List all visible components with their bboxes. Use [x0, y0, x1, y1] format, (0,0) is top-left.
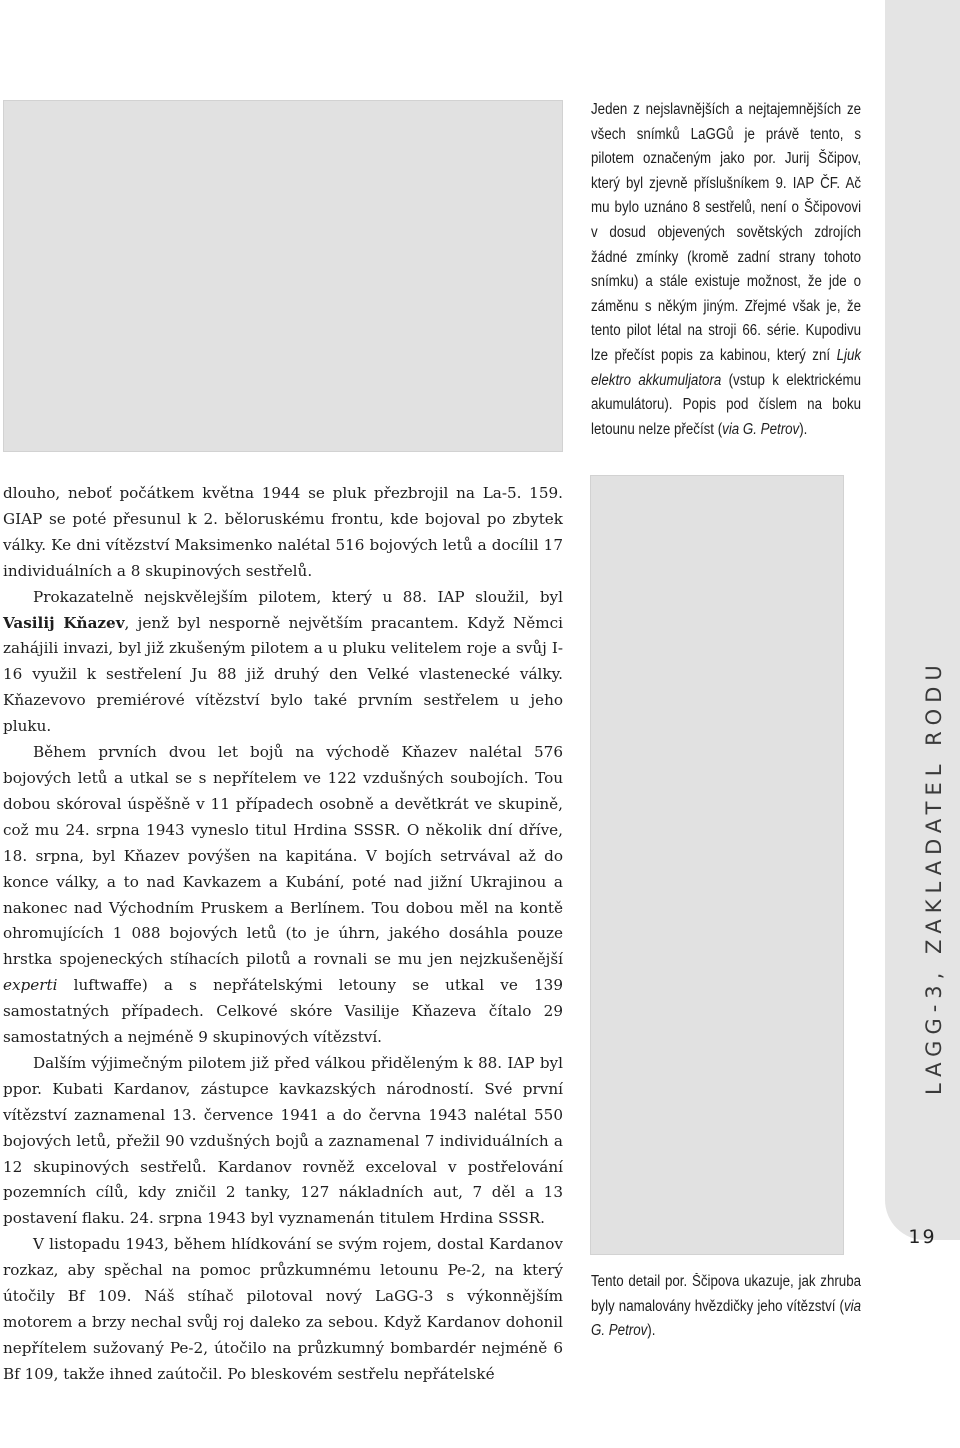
paragraph: Během prvních dvou let bojů na východě Kňazev nalétal 576 bojových letů a utkal se s nepřítelem ve 122 vzdušných soubojích. Tou dobou skóroval úspěšně v 11 případech osobně a devětkrát ve skupině, což mu 24. srpna 1943 vyneslo titul Hrdina SSSR. O několik dní dříve, 18. srpna, byl Kňazev povýšen na kapitána. V bojích setrvával až do konce války, a to nad Kavkazem a Kubání, poté nad jižní Ukrajinou a nakonec nad Východním Pruskem a Berlínem. Tou dobou měl na kontě ohromujících 1 088 bojových letů (to je úhrn, jakého dosáhla pouze hrstka spojeneckých stíhacích pilotů a rovnali se mu jen nejzkušenější experti luftwaffe) a s nepřátelskými letouny se utkal ve 139 samostatných případech. Celkové skóre Vasilije Kňazeva čítalo 29 samostatných a nejméně 9 skupinových vítězství.: [3, 743, 563, 1047]
detail-photo-caption: Tento detail por. Ščipova ukazuje, jak zhruba byly namalovány hvězdičky jeho vítězství (via G. Petrov).: [591, 1273, 862, 1340]
italic-text: via G. Petrov: [591, 1297, 862, 1340]
paragraph: dlouho, neboť počátkem května 1944 se pluk přezbrojil na La-5. 159. GIAP se poté přesunul k 2. běloruskému frontu, kde bojoval po zbytek války. Ke dni vítězství Maksimenko nalétal 516 bojových letů a docílil 17 individuálních a 8 skupinových sestřelů.: [3, 484, 563, 580]
italic-text: via G. Petrov: [722, 420, 800, 438]
photo-caption: Jeden z nejslavnějších a nejtajemnějších ze všech snímků LaGGů je právě tento, s pilotem označeným jako por. Jurij Ščipov, který byl zjevně příslušníkem 9. IAP ČF. Ač mu bylo uznáno 8 sestřelů, není o Ščipovovi v dosud objevených sovětských zdrojích žádné zmínky (kromě zadní strany tohoto snímku) a stále existuje možnost, že jde o záměnu s někým jiným. Zřejmé však je, že tento pilot létal na stroji 66. série. Kupodivu lze přečíst popis za kabinou, který zní Ljuk elektro akkumuljatora (vstup k elektrickému akumulátoru). Popis pod číslem na boku letounu nelze přečíst (via G. Petrov).: [591, 101, 862, 438]
paragraph: Prokazatelně nejskvělejším pilotem, který u 88. IAP sloužil, byl Vasilij Kňazev, jenž byl nesporně největším pracantem. Když Němci zahájili invazi, byl již zkušeným pilotem a u pluku velitelem roje a svůj I-16 využil k sestřelení Ju 88 již druhý den Velké vlastenecké války. Kňazevovo premiérové vítězství bylo také prvním sestřelem u jeho pluku.: [3, 587, 564, 736]
paragraph: V listopadu 1943, během hlídkování se svým rojem, dostal Kardanov rozkaz, aby spěchal na pomoc průzkumnému letounu Pe-2, na který útočily Bf 109. Náš stíhač pilotoval nový LaGG-3 s výkonnějším motorem a brzy nechal svůj roj daleko za sebou. Když Kardanov dohonil nepřítelem sužovaný Pe-2, útočilo na průzkumný bombardér nejméně 6 Bf 109, takže ihned zaútočil. Po bleskovém sestřelu nepřátelské: [3, 1235, 563, 1383]
italic-text: Ljuk elektro akkumuljatora: [591, 346, 862, 389]
article-body: [3, 481, 563, 1388]
page-number: 19: [908, 1226, 937, 1248]
aircraft-photo: [3, 100, 563, 452]
bold-name: Vasilij Kňazev: [3, 613, 125, 632]
paragraph: Dalším výjimečným pilotem již před válkou přiděleným k 88. IAP byl ppor. Kubati Kardanov, zástupce kavkazských národností. Své první vítězství zaznamenal 13. července 1941 a do června 1943 nalétal 550 bojových letů, přežil 90 vzdušných bojů a zaznamenal 7 individuálních a 12 skupinových sestřelů. Kardanov rovněž exceloval v postřelování pozemních cílů, kdy zničil 2 tanky, 127 nákladních aut, 7 děl a 13 postavení flaku. 24. srpna 1943 byl vyznamenán titulem Hrdina SSSR.: [3, 1053, 563, 1228]
italic-text: experti: [3, 976, 58, 995]
detail-photo: [590, 475, 844, 1255]
running-head: LAGG-3, ZAKLADATEL RODU: [922, 659, 946, 1095]
